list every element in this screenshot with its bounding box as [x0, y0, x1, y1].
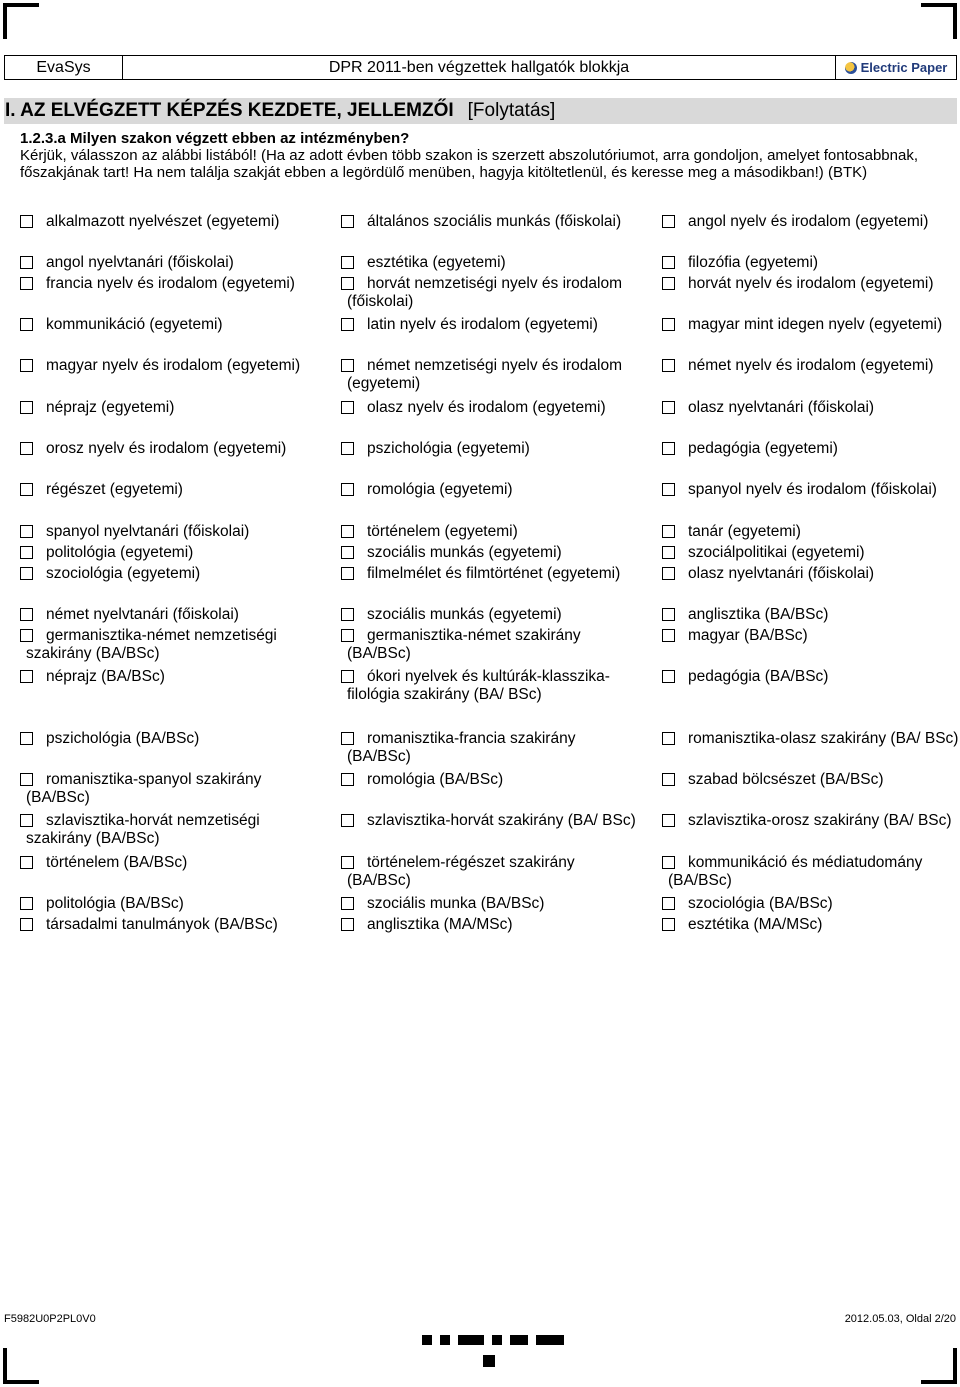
option-label: néprajz (egyetemi)	[46, 399, 175, 416]
option-label: romológia (egyetemi)	[367, 481, 513, 498]
option-checkbox[interactable]	[341, 401, 354, 414]
option-label: magyar (BA/BSc)	[688, 627, 808, 644]
option-checkbox[interactable]	[662, 670, 675, 683]
option-label: anglisztika (BA/BSc)	[688, 606, 829, 623]
option-checkbox[interactable]	[662, 732, 675, 745]
option-item[interactable]	[20, 481, 320, 499]
option-label: germanisztika-német szakirány (BA/BSc)	[347, 627, 581, 662]
option-item[interactable]	[662, 854, 960, 889]
option-item[interactable]	[341, 812, 641, 830]
option-checkbox[interactable]	[341, 567, 354, 580]
option-item[interactable]	[662, 254, 960, 272]
option-label: történelem (BA/BSc)	[46, 854, 188, 871]
option-item[interactable]	[662, 771, 960, 789]
option-checkbox[interactable]	[662, 897, 675, 910]
option-label: horvát nemzetiségi nyelv és irodalom (főiskolai)	[347, 275, 623, 310]
option-item[interactable]	[20, 523, 320, 541]
option-label: olasz nyelvtanári (főiskolai)	[688, 399, 875, 416]
option-item[interactable]	[662, 812, 960, 830]
option-item[interactable]	[20, 854, 320, 872]
option-label: szociológia (egyetemi)	[46, 565, 201, 582]
option-label: kommunikáció (egyetemi)	[46, 316, 223, 333]
option-label: latin nyelv és irodalom (egyetemi)	[367, 316, 598, 333]
form-header	[4, 55, 957, 80]
option-label: olasz nyelvtanári (főiskolai)	[688, 565, 875, 582]
option-checkbox[interactable]	[341, 483, 354, 496]
option-item[interactable]	[662, 275, 960, 293]
option-label: történelem (egyetemi)	[367, 523, 518, 540]
option-checkbox[interactable]	[341, 525, 354, 538]
option-checkbox[interactable]	[341, 814, 354, 827]
option-label: francia nyelv és irodalom (egyetemi)	[46, 275, 295, 292]
option-item[interactable]	[20, 668, 320, 686]
option-item[interactable]	[662, 916, 960, 934]
option-label: szociálpolitikai (egyetemi)	[688, 544, 865, 561]
option-checkbox[interactable]	[341, 918, 354, 931]
option-checkbox[interactable]	[341, 608, 354, 621]
brand-logo-text: Electric Paper	[860, 60, 948, 75]
option-label: német nyelvtanári (főiskolai)	[46, 606, 239, 623]
option-label: olasz nyelv és irodalom (egyetemi)	[367, 399, 606, 416]
option-label: pszichológia (egyetemi)	[367, 440, 530, 457]
option-checkbox[interactable]	[20, 732, 33, 745]
option-checkbox[interactable]	[662, 773, 675, 786]
option-item[interactable]	[341, 440, 641, 458]
option-item[interactable]	[341, 275, 641, 310]
option-checkbox[interactable]	[20, 897, 33, 910]
option-checkbox[interactable]	[662, 277, 675, 290]
registration-mark-top-left	[3, 3, 39, 39]
option-label: romanisztika-francia szakirány (BA/BSc)	[347, 730, 576, 765]
option-checkbox[interactable]	[20, 918, 33, 931]
option-item[interactable]	[341, 565, 641, 583]
option-checkbox[interactable]	[341, 732, 354, 745]
option-checkbox[interactable]	[341, 442, 354, 455]
option-label: angol nyelv és irodalom (egyetemi)	[688, 213, 929, 230]
option-label: néprajz (BA/BSc)	[46, 668, 165, 685]
option-item[interactable]	[662, 544, 960, 562]
option-checkbox[interactable]	[341, 359, 354, 372]
option-label: szlavisztika-horvát szakirány (BA/ BSc)	[367, 812, 636, 829]
option-label: pedagógia (BA/BSc)	[688, 668, 829, 685]
option-item[interactable]	[662, 399, 960, 417]
option-checkbox[interactable]	[20, 546, 33, 559]
option-label: orosz nyelv és irodalom (egyetemi)	[46, 440, 287, 457]
option-label: angol nyelvtanári (főiskolai)	[46, 254, 234, 271]
option-checkbox[interactable]	[662, 608, 675, 621]
option-item[interactable]	[662, 523, 960, 541]
option-label: filmelmélet és filmtörténet (egyetemi)	[367, 565, 621, 582]
option-checkbox[interactable]	[20, 401, 33, 414]
option-label: szociális munkás (egyetemi)	[367, 544, 562, 561]
option-item[interactable]	[662, 627, 960, 645]
option-item[interactable]	[20, 254, 320, 272]
option-label: alkalmazott nyelvészet (egyetemi)	[46, 213, 280, 230]
option-checkbox[interactable]	[662, 567, 675, 580]
option-label: szociális munkás (egyetemi)	[367, 606, 562, 623]
option-checkbox[interactable]	[20, 215, 33, 228]
option-label: német nemzetiségi nyelv és irodalom (egyetemi)	[347, 357, 623, 392]
option-checkbox[interactable]	[20, 256, 33, 269]
section-continued: [Folytatás]	[467, 100, 556, 121]
option-item[interactable]	[20, 627, 320, 662]
section-title: I. AZ ELVÉGZETT KÉPZÉS KEZDETE, JELLEMZŐI	[5, 100, 454, 121]
option-checkbox[interactable]	[341, 215, 354, 228]
option-checkbox[interactable]	[341, 773, 354, 786]
option-item[interactable]	[341, 399, 641, 417]
option-item[interactable]	[662, 730, 960, 748]
option-item[interactable]	[20, 399, 320, 417]
option-checkbox[interactable]	[662, 629, 675, 642]
question-instructions: Kérjük, válasszon az alábbi listából! (Ha az adott évben több szakon is szerzett abszolutóriumot, arra gondoljon, amelyet fontosabbnak, főszakjának tart! Ha nem találja szakját ebben a legördülő menüben, hagyja kitöltetlenül, és keresse meg a másodikban!) (BTK)	[20, 147, 919, 181]
option-checkbox[interactable]	[341, 670, 354, 683]
option-checkbox[interactable]	[662, 401, 675, 414]
date-page: 2012.05.03, Oldal 2/20	[844, 1313, 956, 1325]
option-item[interactable]	[341, 213, 641, 231]
option-item[interactable]	[341, 895, 641, 913]
option-checkbox[interactable]	[662, 318, 675, 331]
option-item[interactable]	[341, 544, 641, 562]
option-label: szabad bölcsészet (BA/BSc)	[688, 771, 884, 788]
option-label: germanisztika-német nemzetiségi szakirány (BA/BSc)	[26, 627, 277, 662]
option-label: szociológia (BA/BSc)	[688, 895, 833, 912]
option-label: magyar mint idegen nyelv (egyetemi)	[688, 316, 943, 333]
option-checkbox[interactable]	[662, 359, 675, 372]
option-label: esztétika (egyetemi)	[367, 254, 506, 271]
option-label: magyar nyelv és irodalom (egyetemi)	[46, 357, 301, 374]
option-checkbox[interactable]	[662, 546, 675, 559]
option-item[interactable]	[20, 916, 320, 934]
option-checkbox[interactable]	[20, 318, 33, 331]
question-number: 1.2.3.a Milyen szakon végzett ebben az intézményben?	[20, 130, 410, 147]
option-checkbox[interactable]	[20, 856, 33, 869]
option-label: társadalmi tanulmányok (BA/BSc)	[46, 916, 278, 933]
option-item[interactable]	[341, 771, 641, 789]
option-item[interactable]	[662, 606, 960, 624]
option-label: német nyelv és irodalom (egyetemi)	[688, 357, 934, 374]
option-label: szlavisztika-horvát nemzetiségi szakirány (BA/BSc)	[26, 812, 260, 847]
option-label: romanisztika-spanyol szakirány (BA/BSc)	[26, 771, 262, 806]
option-checkbox[interactable]	[20, 525, 33, 538]
option-checkbox[interactable]	[20, 359, 33, 372]
option-item[interactable]	[662, 316, 960, 334]
option-item[interactable]	[341, 254, 641, 272]
option-item[interactable]	[20, 275, 320, 293]
option-checkbox[interactable]	[20, 670, 33, 683]
option-checkbox[interactable]	[20, 442, 33, 455]
option-item[interactable]	[20, 895, 320, 913]
option-label: pedagógia (egyetemi)	[688, 440, 838, 457]
option-label: általános szociális munkás (főiskolai)	[367, 213, 622, 230]
scan-barcode	[422, 1335, 566, 1367]
brand-logo	[836, 56, 956, 79]
registration-mark-bottom-left	[3, 1348, 39, 1384]
option-checkbox[interactable]	[662, 442, 675, 455]
option-checkbox[interactable]	[662, 483, 675, 496]
option-item[interactable]	[662, 668, 960, 686]
electric-paper-logo-icon	[845, 62, 857, 74]
option-checkbox[interactable]	[20, 814, 33, 827]
option-item[interactable]	[20, 565, 320, 583]
option-checkbox[interactable]	[662, 814, 675, 827]
option-item[interactable]	[341, 916, 641, 934]
option-checkbox[interactable]	[20, 608, 33, 621]
option-label: szociális munka (BA/BSc)	[367, 895, 545, 912]
option-label: spanyol nyelvtanári (főiskolai)	[46, 523, 250, 540]
option-checkbox[interactable]	[20, 277, 33, 290]
option-checkbox[interactable]	[341, 856, 354, 869]
option-label: pszichológia (BA/BSc)	[46, 730, 200, 747]
option-checkbox[interactable]	[662, 215, 675, 228]
option-item[interactable]	[20, 606, 320, 624]
option-label: esztétika (MA/MSc)	[688, 916, 823, 933]
option-item[interactable]	[341, 316, 641, 334]
option-label: kommunikáció és médiatudomány (BA/BSc)	[668, 854, 923, 889]
option-label: spanyol nyelv és irodalom (főiskolai)	[688, 481, 937, 498]
option-checkbox[interactable]	[662, 856, 675, 869]
option-item[interactable]	[20, 213, 320, 231]
option-checkbox[interactable]	[662, 525, 675, 538]
option-label: horvát nyelv és irodalom (egyetemi)	[688, 275, 934, 292]
option-item[interactable]	[341, 523, 641, 541]
option-label: történelem-régészet szakirány (BA/BSc)	[347, 854, 575, 889]
option-item[interactable]	[341, 481, 641, 499]
app-name: EvaSys	[5, 56, 123, 79]
option-checkbox[interactable]	[20, 483, 33, 496]
option-item[interactable]	[662, 357, 960, 375]
option-checkbox[interactable]	[20, 567, 33, 580]
option-item[interactable]	[20, 730, 320, 748]
option-item[interactable]	[341, 627, 641, 662]
option-checkbox[interactable]	[341, 546, 354, 559]
option-label: ókori nyelvek és kultúrák-klasszika-filológia szakirány (BA/ BSc)	[347, 668, 610, 703]
survey-title: DPR 2011-ben végzettek hallgatók blokkja	[123, 56, 836, 79]
registration-mark-bottom-right	[921, 1348, 957, 1384]
option-item[interactable]	[341, 854, 641, 889]
option-checkbox[interactable]	[341, 318, 354, 331]
option-label: politológia (BA/BSc)	[46, 895, 184, 912]
option-item[interactable]	[662, 213, 960, 231]
option-item[interactable]	[341, 357, 641, 392]
option-checkbox[interactable]	[20, 629, 33, 642]
option-checkbox[interactable]	[662, 918, 675, 931]
option-item[interactable]	[20, 316, 320, 334]
option-label: romanisztika-olasz szakirány (BA/ BSc)	[688, 730, 959, 747]
option-checkbox[interactable]	[20, 773, 33, 786]
option-label: szlavisztika-orosz szakirány (BA/ BSc)	[688, 812, 952, 829]
option-label: tanár (egyetemi)	[688, 523, 801, 540]
option-item[interactable]	[20, 812, 320, 847]
option-label: anglisztika (MA/MSc)	[367, 916, 513, 933]
option-item[interactable]	[20, 771, 320, 806]
form-id: F5982U0P2PL0V0	[4, 1313, 96, 1325]
option-label: politológia (egyetemi)	[46, 544, 194, 561]
option-checkbox[interactable]	[341, 629, 354, 642]
option-item[interactable]	[20, 357, 320, 375]
option-item[interactable]	[341, 730, 641, 765]
registration-mark-top-right	[921, 3, 957, 39]
option-checkbox[interactable]	[341, 277, 354, 290]
option-item[interactable]	[662, 481, 960, 499]
option-checkbox[interactable]	[341, 256, 354, 269]
option-item[interactable]	[341, 606, 641, 624]
option-checkbox[interactable]	[341, 897, 354, 910]
option-label: filozófia (egyetemi)	[688, 254, 819, 271]
section-heading	[4, 98, 957, 124]
option-item[interactable]	[662, 895, 960, 913]
option-label: romológia (BA/BSc)	[367, 771, 504, 788]
option-item[interactable]	[20, 440, 320, 458]
option-item[interactable]	[20, 544, 320, 562]
option-item[interactable]	[662, 440, 960, 458]
option-checkbox[interactable]	[662, 256, 675, 269]
option-item[interactable]	[662, 565, 960, 583]
option-label: régészet (egyetemi)	[46, 481, 183, 498]
option-item[interactable]	[341, 668, 641, 703]
